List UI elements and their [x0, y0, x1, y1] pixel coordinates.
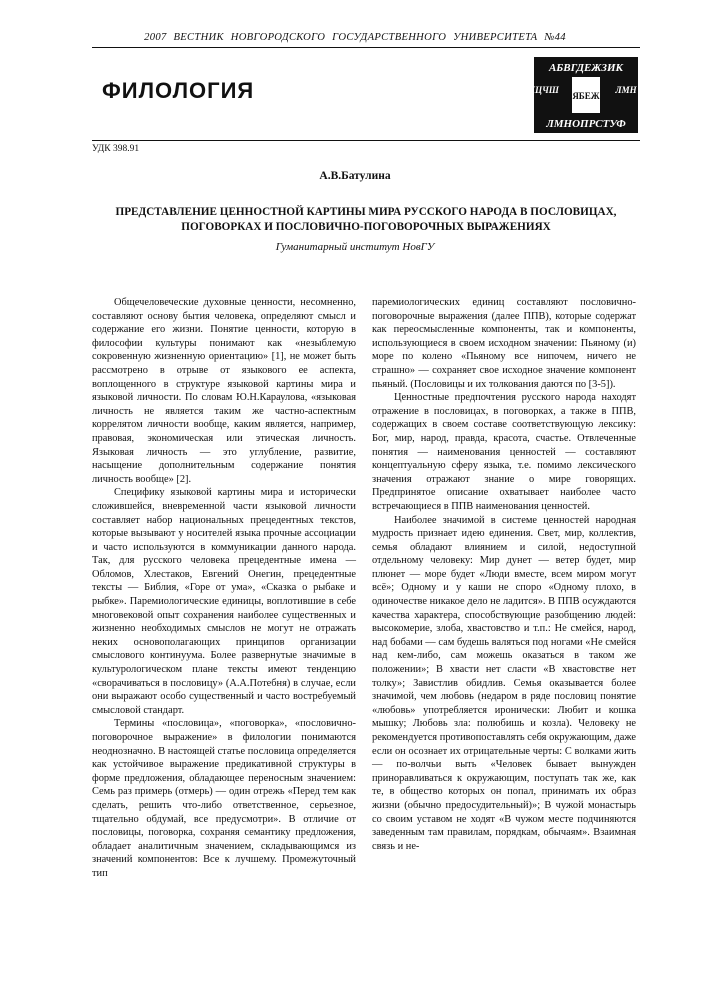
paragraph: Термины «пословица», «поговорка», «пословично-поговорочное выражение» в филологии понимаются неоднозначно. В настоящей статье пословица определяется как устойчивое выражение предикативной структуры в форме предложения, обладающее переносным значением: Семь раз примерь (отмерь) — один отрежь «Перед тем как сделать, решить что-либо ответственное, серьезное, тщательно обдумай, все предусмотри». В отличие от пословицы, поговорка, сохраняя семантику предложения, обладает аналитичным значением, складывающимся из значений компонентов: Все к лучшему. Промежуточный тип — [92, 718, 356, 879]
paragraph: Общечеловеческие духовные ценности, несомненно, составляют основу бытия человека, определяют смысл и содержание его жизни. Понятие ценности, которую в философии культуры понимают как «незыблемую сокровенную жизненную ориентацию» [1], не может быть рассмотрено в отрыве от языкового ее аспекта, воплощенного в структуре языковой картины мира и языковой личности. По словам Ю.Н.Караулова, «языковая личность не является таким же частно-аспектным коррелятом личности вообще, каким является, например, правовая, экономическая или этическая личность. Языковая личность — это углубление, развитие, насыщение дополнительным содержание понятия личность вообще» [2]. — [92, 297, 356, 485]
cyrillic-emblem-icon — [529, 57, 638, 133]
logo-left-col: ХЦЧШ — [529, 85, 559, 95]
paragraph: Специфику языковой картины мира и исторически сложившейся, вневременной части языковой личности составляет набор национальных прецедентных текстов, которые вызывают у носителей языка прочные ассоциации и часто используются в коммуникации данного народа. Так, для русского человека прецедентные имена — Обломов, Хлестаков, Евгений Онегин, прецедентные тексты — Библия, «Горе от ума», «Сказка о рыбаке и рыбке». Паремиологические единицы, воплотившие в себе многовековой опыт сохранения наиболее существенных и жизненно необходимых смыслов не могут не отражать неких основополагающих принципов организации смыслового континуума. Более развернутые значимые в культурологическом плане тексты имеют тенденцию «сворачиваться в пословицу» (А.А.Потебня) в случае, если они выражают особо существенный и часто востребуемый смысловой стандарт. — [92, 487, 356, 716]
article-author: А.В.Батулина — [319, 170, 391, 182]
journal-header: 2007 ВЕСТНИК НОВГОРОДСКОГО ГОСУДАРСТВЕННОГО УНИВЕРСИТЕТА №44 — [144, 32, 566, 43]
body-column-right — [372, 296, 636, 853]
logo-center: ЯБЕЖ — [572, 91, 600, 101]
section-title: ФИЛОЛОГИЯ — [102, 78, 255, 103]
udk-code: УДК 398.91 — [92, 144, 140, 154]
section-rule — [92, 140, 640, 141]
logo-row1: АБВГДЕЖЗИК — [548, 62, 624, 74]
article-affiliation: Гуманитарный институт НовГУ — [275, 241, 435, 253]
logo-right-col: ЛМН — [615, 85, 637, 95]
paragraph: Ценностные предпочтения русского народа находят отражение в пословицах, в поговорках, а также в ППВ, содержащих в своем составе соответствующую лексику: Бог, мир, народ, правда, красота, счастье. Отвлеченные понятия — наименования ценностей — составляют концептуальную сферу языка, т.е. помимо лексического значения отражают знание о мире говорящих. Предпринятое описание охватывает наиболее часто встречающиеся в ППВ наименования ценностей. — [372, 392, 636, 512]
paragraph: Наиболее значимой в системе ценностей народная мудрость признает идею единения. Свет, мир, коллектив, семья обладают влиянием и силой, недоступной отдельному человеку: Мир дунет — ветер будет, мир плюнет — море будет «Люди вместе, всем миром могут всё»; Одному и у каши не споро «Одному плохо, в одиночестве никакое дело не ладится». В ППВ осуждаются качества характера, способствующие разобщению людей: высокомерие, злоба, хвастовство и т.п.: Не смейся, народ, над бобами — сам будешь валяться под ногами «Не смейся над кем-либо, сам можешь оказаться в таком же положении»; В хвасти нет сласти «В хвастовстве нет толку»; Завистлив обидлив. Семья оказывается более значимой, чем любовь (недаром в ряде пословиц понятие «любовь» употребляется иронически: Любит и кошка мышку; Любовь зла: полюбишь и козла). Человеку не рекомендуется противопоставлять себя окружающим, даже если он осознает их отрицательные черты: С волками жить — по-волчьи выть «Человек бывает вынужден приноравливаться к окружающим, поступать так же, как те, в общество которых он попал, принимать их образ жизни (обычно предосудительный)»; В чужой монастырь со своим уставом не ходят «В чужом месте подчиняются заведенным там правилам, порядкам, обычаям». Взаимная связь и не- — [372, 514, 636, 852]
paragraph: паремиологических единиц составляют пословично-поговорочные выражения (далее ППВ), которые содержат как переосмысленные компоненты, так и компоненты, использующиеся в своем исходном значении: Пьяному (и) море по колено «Пьяному все нипочем, ничего не страшно» — сохраняет свое исходное значение компонент пьяный. (Пословицы и их толкования даются по [3-5]). — [372, 297, 636, 390]
logo-bottom: ЛМНОПРСТУФ — [546, 118, 626, 130]
header-rule — [92, 47, 640, 48]
body-column-left — [92, 296, 356, 881]
article-title: ПРЕДСТАВЛЕНИЕ ЦЕННОСТНОЙ КАРТИНЫ МИРА РУССКОГО НАРОДА В ПОСЛОВИЦАХ, ПОГОВОРКАХ И ПОСЛОВИЧНО-ПОГОВОРОЧНЫХ ВЫРАЖЕНИЯХ — [115, 206, 617, 233]
